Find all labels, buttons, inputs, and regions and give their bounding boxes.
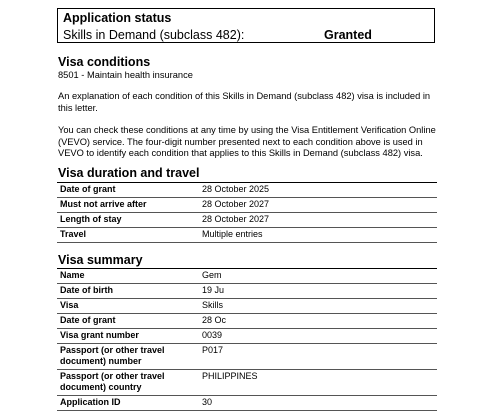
row-label: Date of grant [57,314,197,329]
row-value: Gem [197,269,437,284]
condition-item: 8501 - Maintain health insurance [58,70,193,80]
table-row [57,396,437,411]
table-row [57,314,437,329]
row-label: Passport (or other travel document) number [57,344,197,370]
conditions-explanation: An explanation of each condition of this Skills in Demand (subclass 482) visa is included in this letter. [58,91,431,113]
row-value: Multiple entries [197,228,437,243]
table-row [57,269,437,284]
summary-table [57,269,437,411]
row-label: Name [57,269,197,284]
duration-table [57,183,437,243]
row-label: Date of birth [57,284,197,299]
table-row [57,284,437,299]
duration-heading: Visa duration and travel [58,166,200,180]
table-row [57,344,437,370]
status-value: Granted [324,28,372,42]
row-label: Travel [57,228,197,243]
table-row [57,183,437,198]
row-value: Skills [197,299,437,314]
visa-conditions-heading: Visa conditions [58,55,151,69]
table-row [57,228,437,243]
row-value: 28 October 2025 [197,183,437,198]
row-value: 30 [197,396,437,411]
status-title: Application status [63,11,172,25]
row-value: 28 October 2027 [197,213,437,228]
row-label: Length of stay [57,213,197,228]
row-value: 28 October 2027 [197,198,437,213]
table-row [57,299,437,314]
status-visa-label: Skills in Demand (subclass 482): [63,28,245,42]
table-row [57,370,437,396]
row-value: 28 Oc [197,314,437,329]
row-label: Visa [57,299,197,314]
vevo-explanation: You can check these conditions at any time by using the Visa Entitlement Verification Online (VEVO) service. The four-digit number presented next to each condition above is used in VEVO to identify each condition that applies to this Skills in Demand (subclass 482) visa. [58,125,436,158]
row-label: Must not arrive after [57,198,197,213]
table-row [57,198,437,213]
row-label: Passport (or other travel document) country [57,370,197,396]
row-value: PHILIPPINES [197,370,437,396]
application-status-box [57,8,435,43]
row-value: P017 [197,344,437,370]
table-row [57,329,437,344]
row-label: Application ID [57,396,197,411]
row-label: Date of grant [57,183,197,198]
row-label: Visa grant number [57,329,197,344]
table-row [57,213,437,228]
row-value: 19 Ju [197,284,437,299]
row-value: 0039 [197,329,437,344]
summary-heading: Visa summary [58,253,143,267]
